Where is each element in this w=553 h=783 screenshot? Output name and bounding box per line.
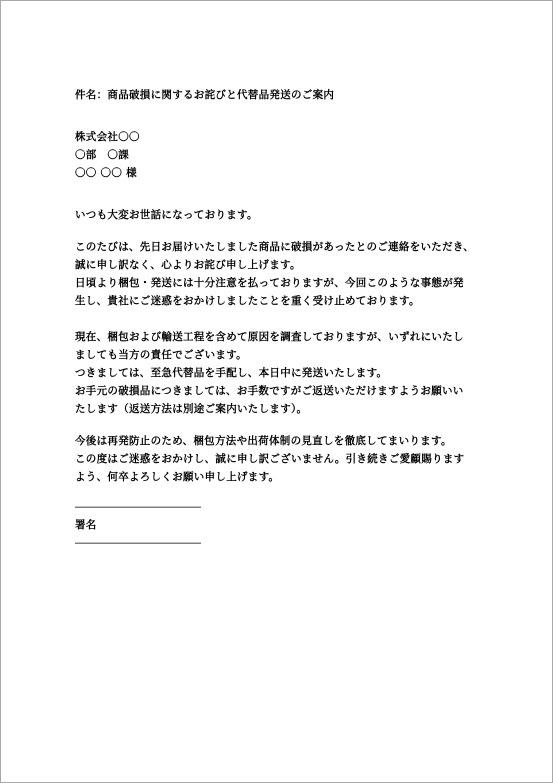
paragraph-3-line: この度はご迷惑をおかけし、誠に申し訳ございません。引き続きご愛顧賜ります bbox=[75, 453, 465, 465]
spacer bbox=[75, 418, 495, 432]
paragraph-3-line: よう、何卒よろしくお願い申し上げます。 bbox=[75, 471, 280, 483]
paragraph-3-line: 今後は再発防止のため、梱包方法や出荷体制の見直しを徹底してまいります。 bbox=[75, 435, 452, 447]
signature-rule-bottom: ―――――――――――― bbox=[75, 537, 201, 549]
recipient-company: 株式会社〇〇 bbox=[75, 131, 140, 143]
spacer bbox=[75, 486, 495, 498]
paragraph-2-line: たします（返送方法は別途ご案内いたします）。 bbox=[75, 403, 308, 415]
recipient-name: 〇〇 〇〇 様 bbox=[75, 167, 137, 179]
letter-body bbox=[75, 86, 495, 552]
paragraph-2-line: お手元の破損品につきましては、お手数ですがご返送いただけますようお願いい bbox=[75, 385, 464, 397]
spacer bbox=[75, 224, 495, 238]
greeting-line: いつも大変お世話になっております。 bbox=[75, 209, 258, 221]
signature-rule-top: ―――――――――――― bbox=[75, 501, 201, 513]
recipient-department: 〇部 〇課 bbox=[75, 149, 129, 161]
spacer bbox=[75, 104, 495, 128]
paragraph-2-line: 現在、梱包および輸送工程を含めて原因を調査しておりますが、いずれにいたし bbox=[75, 331, 464, 343]
spacer bbox=[75, 182, 495, 206]
paragraph-1-line: 生し、貴社にご迷惑をおかけしましたことを重く受け止めております。 bbox=[75, 295, 420, 307]
signature-label: 署名 bbox=[75, 519, 97, 531]
subject-line: 件名：商品破損に関するお詫びと代替品発送のご案内 bbox=[75, 89, 335, 101]
spacer bbox=[75, 310, 495, 328]
paragraph-2-line: ましても当方の責任でございます。 bbox=[75, 349, 247, 361]
paragraph-1-line: このたびは、先日お届けいたしました商品に破損があったとのご連絡をいただき、 bbox=[75, 241, 475, 253]
paragraph-1-line: 誠に申し訳なく、心よりお詫び申し上げます。 bbox=[75, 259, 301, 271]
paragraph-1-line: 日頃より梱包・発送には十分注意を払っておりますが、今回このような事態が発 bbox=[75, 277, 464, 289]
paragraph-2-line: つきましては、至急代替品を手配し、本日中に発送いたします。 bbox=[75, 367, 388, 379]
